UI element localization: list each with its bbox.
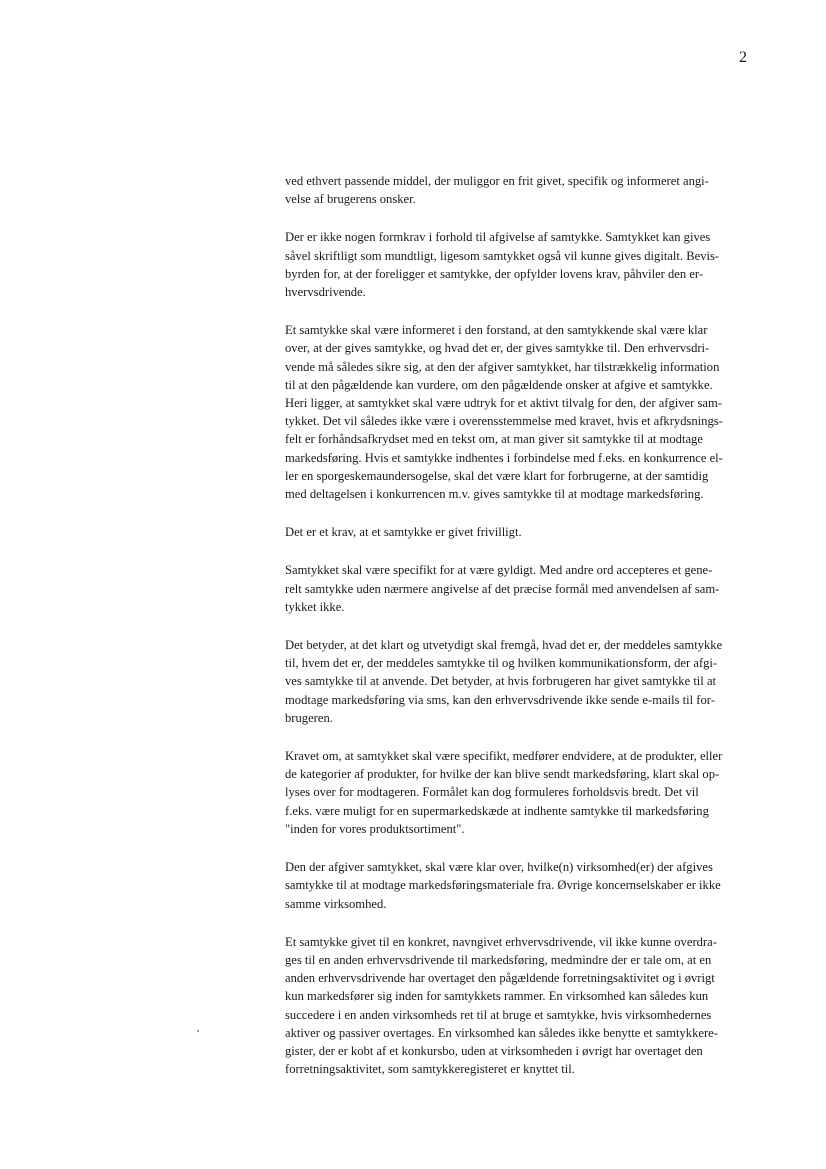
text-line: felt er forhåndsafkrydset med en tekst om, at man giver sit samtykke til at modtage [285,432,703,447]
text-line: forretningsaktivitet, som samtykkeregisteret er knyttet til. [285,1062,575,1077]
text-line: Der er ikke nogen formkrav i forhold til afgivelse af samtykke. Samtykket kan gives [285,230,711,245]
text-line: til at den pågældende kan vurdere, om den pågældende onsker at afgive et samtykke. [285,377,713,392]
scan-speck [197,1030,199,1032]
text-line: Kravet om, at samtykket skal være specifikt, medfører endvidere, at de produkter, eller [285,749,723,764]
text-line: succedere i en anden virksomheds ret til at bruge et samtykke, hvis virksomhedernes [285,1007,712,1022]
text-line: Heri ligger, at samtykket skal være udtryk for et aktivt tilvalg for den, der afgiver sam- [285,396,722,411]
text-line: vende må således sikre sig, at den der afgiver samtykket, har tilstrækkelig information [285,359,720,374]
paragraph [285,858,755,913]
text-line: markedsføring. Hvis et samtykke indhentes i forbindelse med f.eks. en konkurrence el- [285,450,723,465]
text-line: de kategorier af produkter, for hvilke der kan blive sendt markedsføring, klart skal op- [285,767,720,782]
text-line: over, at der gives samtykke, og hvad det er, der gives samtykke til. Den erhvervsdri- [285,341,710,356]
text-line: samtykke til at modtage markedsføringsmateriale fra. Øvrige koncernselskaber er ikke [285,878,721,893]
text-line: ved ethvert passende middel, der muliggor en frit givet, specifik og informeret angi- [285,174,709,188]
text-line: relt samtykke uden nærmere angivelse af det præcise formål med anvendelsen af sam- [285,581,720,596]
text-line: gister, der er kobt af et konkursbo, uden at virksomheden i øvrigt har overtaget den [285,1043,703,1058]
text-line: samme virksomhed. [285,896,387,911]
text-line: lyses over for modtageren. Formålet kan dog formuleres forholdsvis bredt. Det vil [285,785,699,800]
paragraph [285,747,755,838]
page-number: 2 [739,49,747,66]
text-line: aktiver og passiver overtages. En virksomhed kan således ikke benytte et samtykkere- [285,1025,718,1040]
text-line: hvervsdrivende. [285,285,366,300]
paragraph [285,172,755,208]
text-line: velse af brugerens onsker. [285,192,416,207]
text-line: modtage markedsføring via sms, kan den erhvervsdrivende ikke sende e-mails til for- [285,692,715,707]
text-line: Det er et krav, at et samtykke er givet frivilligt. [285,525,522,540]
paragraph [285,321,755,503]
text-line: tykket. Det vil således ikke være i overensstemmelse med kravet, hvis et afkrydsnings- [285,414,723,429]
document-body [285,172,755,1098]
text-line: "inden for vores produktsortiment". [285,821,465,836]
paragraph [285,228,755,301]
paragraph [285,636,755,727]
text-line: til, hvem det er, der meddeles samtykke til og hvilken kommunikationsform, der afgi- [285,656,718,671]
text-line: Det betyder, at det klart og utvetydigt skal fremgå, hvad det er, der meddeles samtykke [285,638,723,653]
text-line: byrden for, at der foreligger et samtykke, der opfylder lovens krav, påhviler den er- [285,266,704,281]
text-line: anden erhvervsdrivende har overtaget den pågældende forretningsaktivitet og i øvrigt [285,971,715,986]
text-line: brugeren. [285,710,333,725]
text-line: tykket ikke. [285,599,345,614]
text-line: ler en sporgeskemaundersogelse, skal det være klart for forbrugerne, at der samtidig [285,468,709,483]
text-line: Samtykket skal være specifikt for at være gyldigt. Med andre ord accepteres et gene- [285,563,713,578]
text-line: Den der afgiver samtykket, skal være klar over, hvilke(n) virksomhed(er) der afgives [285,860,713,875]
text-line: såvel skriftligt som mundtligt, ligesom samtykket også vil kunne gives digitalt. Bevis- [285,248,720,263]
text-line: ves samtykke til at anvende. Det betyder, at hvis forbrugeren har givet samtykke til at [285,674,717,689]
text-line: kun markedsfører sig inden for samtykkets rammer. En virksomhed kan således kun [285,989,709,1004]
text-line: med deltagelsen i konkurrencen m.v. gives samtykke til at modtage markedsføring. [285,487,704,502]
paragraph [285,933,755,1079]
text-line: ges til en anden erhvervsdrivende til markedsføring, medmindre der er tale om, at en [285,952,712,967]
paragraph [285,561,755,616]
text-line: f.eks. være muligt for en supermarkedskæde at indhente samtykke til markedsføring [285,803,709,818]
text-line: Et samtykke skal være informeret i den forstand, at den samtykkende skal være klar [285,323,708,338]
paragraph [285,523,755,541]
text-line: Et samtykke givet til en konkret, navngivet erhvervsdrivende, vil ikke kunne overdra- [285,934,717,949]
